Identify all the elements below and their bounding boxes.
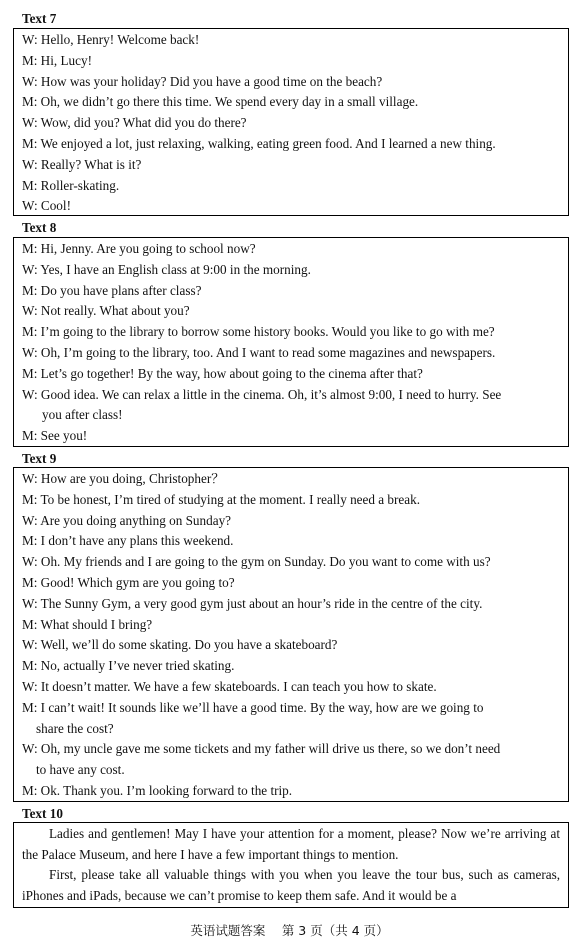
dialogue-line: W: It doesn’t matter. We have a few skateboards. I can teach you how to skate. [22,678,437,694]
page-footer: 英语试题答案 第 3 页（共 4 页） [190,923,389,938]
dialogue-line: M: See you! [22,428,88,444]
dialogue-line: W: The Sunny Gym, a very good gym just about an hour’s ride in the centre of the city. [22,595,483,611]
passage-paragraph: Ladies and gentlemen! May I have your attention for a moment, please? Now we’re arriving at the Palace Museum, and here I have a few important things to mention. [22,826,560,862]
dialogue-line: M: Hi, Jenny. Are you going to school now? [22,241,256,256]
dialogue-line: M: Good! Which gym are you going to? [22,574,235,590]
dialogue-line: M: I can’t wait! It sounds like we’ll have a good time. By the way, how are we going to [22,699,484,715]
dialogue-line: W: Well, we’ll do some skating. Do you have a skateboard? [22,637,338,653]
dialogue-line: M: To be honest, I’m tired of studying at the moment. I really need a break. [22,491,421,507]
dialogue-line: M: What should I bring? [22,616,153,632]
dialogue-line: W: Oh, I’m going to the library, too. And I want to read some magazines and newspapers. [22,344,496,360]
section-title-text-7: Text 7 [22,11,57,26]
passage-box-text-10 [13,822,569,908]
section-title-text-8: Text 8 [22,220,57,235]
dialogue-line: M: Let’s go together! By the way, how about going to the cinema after that? [22,365,423,381]
dialogue-line: M: Hi, Lucy! [22,52,92,68]
dialogue-line: M: I’m going to the library to borrow some history books. Would you like to go with me? [22,324,495,340]
dialogue-line: W: Hello, Henry! Welcome back! [22,32,200,47]
dialogue-line: M: Do you have plans after class? [22,282,202,298]
section-title-text-10: Text 10 [22,806,63,821]
dialogue-line: W: Yes, I have an English class at 9:00 in the morning. [22,261,311,277]
dialogue-line-continuation: share the cost? [36,720,114,736]
dialogue-line-continuation: you after class! [42,407,123,423]
dialogue-box-text-9 [13,467,569,802]
dialogue-line: W: Not really. What about you? [22,303,190,319]
dialogue-line-continuation: to have any cost. [36,762,125,778]
dialogue-line: M: I don’t have any plans this weekend. [22,533,234,549]
dialogue-line: W: Wow, did you? What did you do there? [22,115,247,131]
dialogue-line: M: Roller-skating. [22,177,120,193]
dialogue-box-text-7 [13,28,569,216]
dialogue-line: W: Good idea. We can relax a little in the cinema. Oh, it’s almost 9:00, I need to hurry. See [22,386,502,402]
dialogue-line: M: No, actually I’ve never tried skating. [22,658,235,674]
passage-paragraph: First, please take all valuable things with you when you leave the tour bus, such as cameras, iPhones and iPads, because we can’t promise to keep them safe. And it would be a [22,867,560,903]
dialogue-line: W: Really? What is it? [22,156,142,172]
dialogue-line: W: Oh. My friends and I are going to the gym on Sunday. Do you want to come with us? [22,554,491,570]
section-title-text-9: Text 9 [22,451,57,466]
dialogue-line: M: Oh, we didn’t go there this time. We spend every day in a small village. [22,94,419,110]
dialogue-line: W: Are you doing anything on Sunday? [22,512,232,528]
dialogue-box-text-8 [13,237,569,447]
dialogue-line: W: How was your holiday? Did you have a good time on the beach? [22,73,383,89]
dialogue-line: W: Cool! [22,198,71,214]
dialogue-line: M: Ok. Thank you. I’m looking forward to the trip. [22,782,293,798]
dialogue-line: W: How are you doing, Christopher？ [22,471,225,486]
dialogue-line: M: We enjoyed a lot, just relaxing, walking, eating green food. And I learned a new thing. [22,135,496,151]
dialogue-line: W: Oh, my uncle gave me some tickets and my father will drive us there, so we don’t need [22,741,501,757]
